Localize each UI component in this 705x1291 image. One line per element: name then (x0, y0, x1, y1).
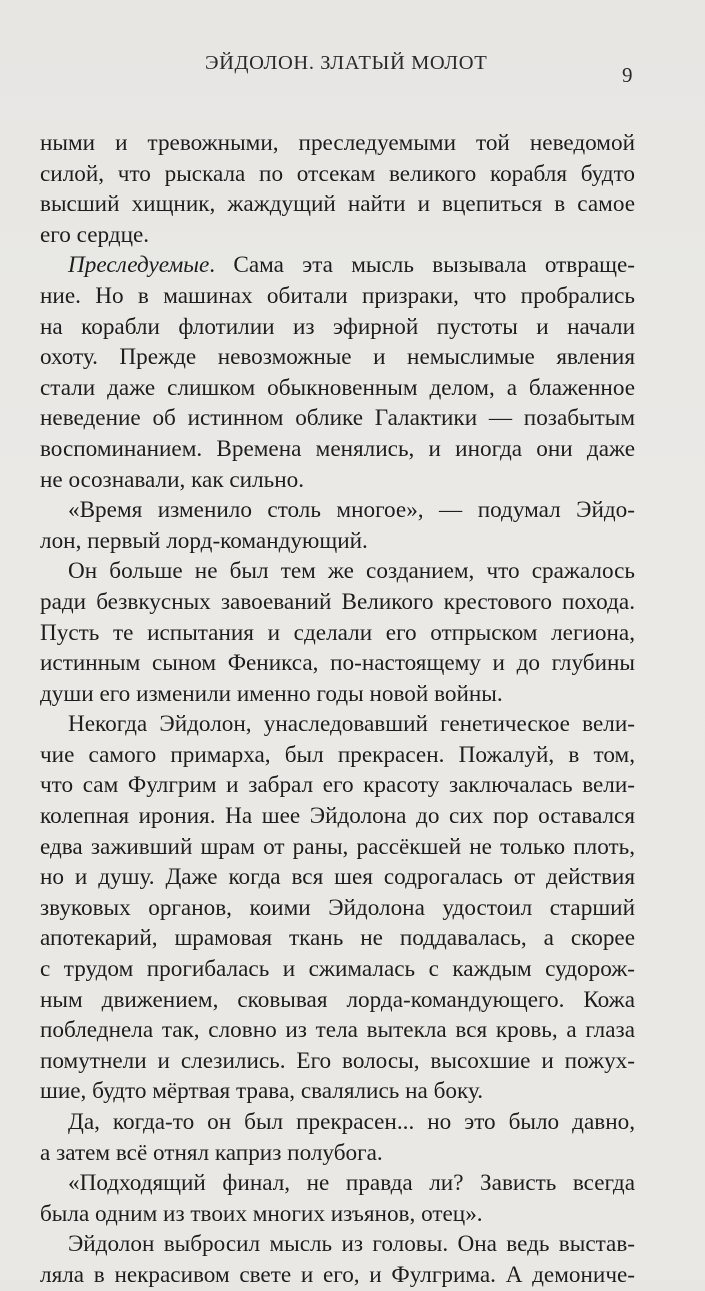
text-line-content: неведение об истинном облике Галактики — позабытым (40, 405, 635, 432)
text-line (40, 985, 635, 1016)
text-line (40, 862, 635, 893)
text-line (40, 526, 635, 557)
text-line (40, 465, 635, 496)
text-line (40, 893, 635, 924)
text-line (40, 159, 635, 190)
body-text (40, 128, 635, 1291)
text-line (40, 679, 635, 710)
text-line (40, 434, 635, 465)
text-line-content: ным движением, сковывая лорда-командующего. Кожа (40, 986, 635, 1013)
text-line (40, 1260, 635, 1291)
text-line-content: силой, что рыскала по отсекам великого корабля будто (40, 160, 635, 187)
text-line-content: охоту. Прежде невозможные и немыслимые явления (40, 344, 635, 371)
text-line-content: души его изменили именно годы новой войны. (40, 680, 503, 707)
text-line (40, 801, 635, 832)
text-line-content: была одним из твоих многих изъянов, отец». (40, 1200, 483, 1227)
text-line-content: с трудом прогибалась и сжималась с каждым судорож- (40, 956, 635, 983)
text-line (40, 954, 635, 985)
text-line (40, 1015, 635, 1046)
text-line (40, 770, 635, 801)
text-line (40, 556, 635, 587)
text-line-content: звуковых органов, коими Эйдолона удостоил старший (40, 894, 635, 921)
text-line-content: «Подходящий финал, не правда ли? Зависть всегда (68, 1170, 635, 1197)
text-line (40, 189, 635, 220)
text-line (40, 281, 635, 312)
text-line (40, 832, 635, 863)
text-line (40, 1199, 635, 1230)
text-line-content: ради безвкусных завоеваний Великого крестового похода. (40, 588, 635, 615)
text-line-content: . Сама эта мысль вызывала отвраще- (209, 252, 635, 279)
text-line-content: воспоминанием. Времена менялись, и иногда они даже (40, 435, 635, 462)
italic-emphasis: Преследуемые (68, 252, 210, 279)
text-line-content: помутнели и слезились. Его волосы, высохшие и пожух- (40, 1047, 635, 1074)
text-line (40, 342, 635, 373)
text-line (40, 495, 635, 526)
text-line-content: едва заживший шрам от раны, рассёкшей не только плоть, (40, 833, 635, 860)
text-line-content: побледнела так, словно из тела вытекла вся кровь, а глаза (40, 1017, 635, 1044)
text-line (40, 587, 635, 618)
text-line (40, 250, 635, 281)
text-line-content: Пусть те испытания и сделали его отпрыском легиона, (40, 619, 635, 646)
text-line (40, 740, 635, 771)
text-line (40, 923, 635, 954)
text-line-content: Да, когда-то он был прекрасен... но это было давно, (68, 1109, 635, 1135)
text-line-content: не осознавали, как сильно. (40, 466, 305, 493)
text-line-content: ляла в некрасивом свете и его, и Фулгрима. А демониче- (40, 1261, 635, 1288)
text-line-content: стали даже слишком обыкновенным делом, а блаженное (40, 374, 635, 401)
text-line-content: высший хищник, жаждущий найти и вцепиться в самое (40, 191, 635, 218)
text-line (40, 220, 635, 251)
text-line (40, 709, 635, 740)
text-line-content: истинным сыном Феникса, по-настоящему и до глубины (40, 650, 635, 677)
text-line (40, 1046, 635, 1077)
text-line-content: что сам Фулгрим и забрал его красоту заключалась вели- (40, 772, 635, 799)
text-line (40, 648, 635, 679)
text-line-content: шие, будто мёртвая трава, свалялись на боку. (40, 1078, 484, 1105)
text-line (40, 1168, 635, 1199)
running-title: ЭЙДОЛОН. ЗЛАТЫЙ МОЛОТ (205, 52, 488, 74)
text-line (40, 618, 635, 649)
text-line (40, 403, 635, 434)
text-line-content: ние. Но в машинах обитали призраки, что пробрались (40, 282, 635, 309)
text-line-content: колепная ирония. На шее Эйдолона до сих пор оставался (40, 803, 635, 830)
page-number: 9 (622, 63, 633, 87)
text-line (40, 128, 635, 159)
text-line-content: «Время изменило столь многое», — подумал Эйдо- (68, 497, 635, 524)
text-line-content: лон, первый лорд-командующий. (40, 527, 368, 554)
text-line-content: чие самого примарха, был прекрасен. Пожалуй, в том, (40, 741, 635, 768)
text-line-content: апотекарий, шрамовая ткань не поддавалась, а скорее (40, 925, 635, 952)
text-line (40, 1138, 635, 1169)
text-line-content: его сердце. (40, 221, 150, 248)
text-line-content: Он больше не был тем же созданием, что сражалось (68, 558, 635, 585)
text-line-content: Эйдолон выбросил мысль из головы. Она ведь выстав- (68, 1231, 635, 1258)
text-line (40, 1107, 635, 1138)
text-line (40, 312, 635, 343)
text-line-content: ными и тревожными, преследуемыми той неведомой (40, 130, 635, 156)
text-line-content: на корабли флотилии из эфирной пустоты и начали (40, 313, 635, 340)
text-line-content: Некогда Эйдолон, унаследовавший генетическое вели- (68, 711, 635, 738)
text-line (40, 1076, 635, 1107)
text-line (40, 1229, 635, 1260)
text-line (40, 373, 635, 404)
text-line-content: но и душу. Даже когда вся шея содрогалась от действия (40, 864, 635, 891)
text-line-content: а затем всё отнял каприз полубога. (40, 1139, 383, 1166)
